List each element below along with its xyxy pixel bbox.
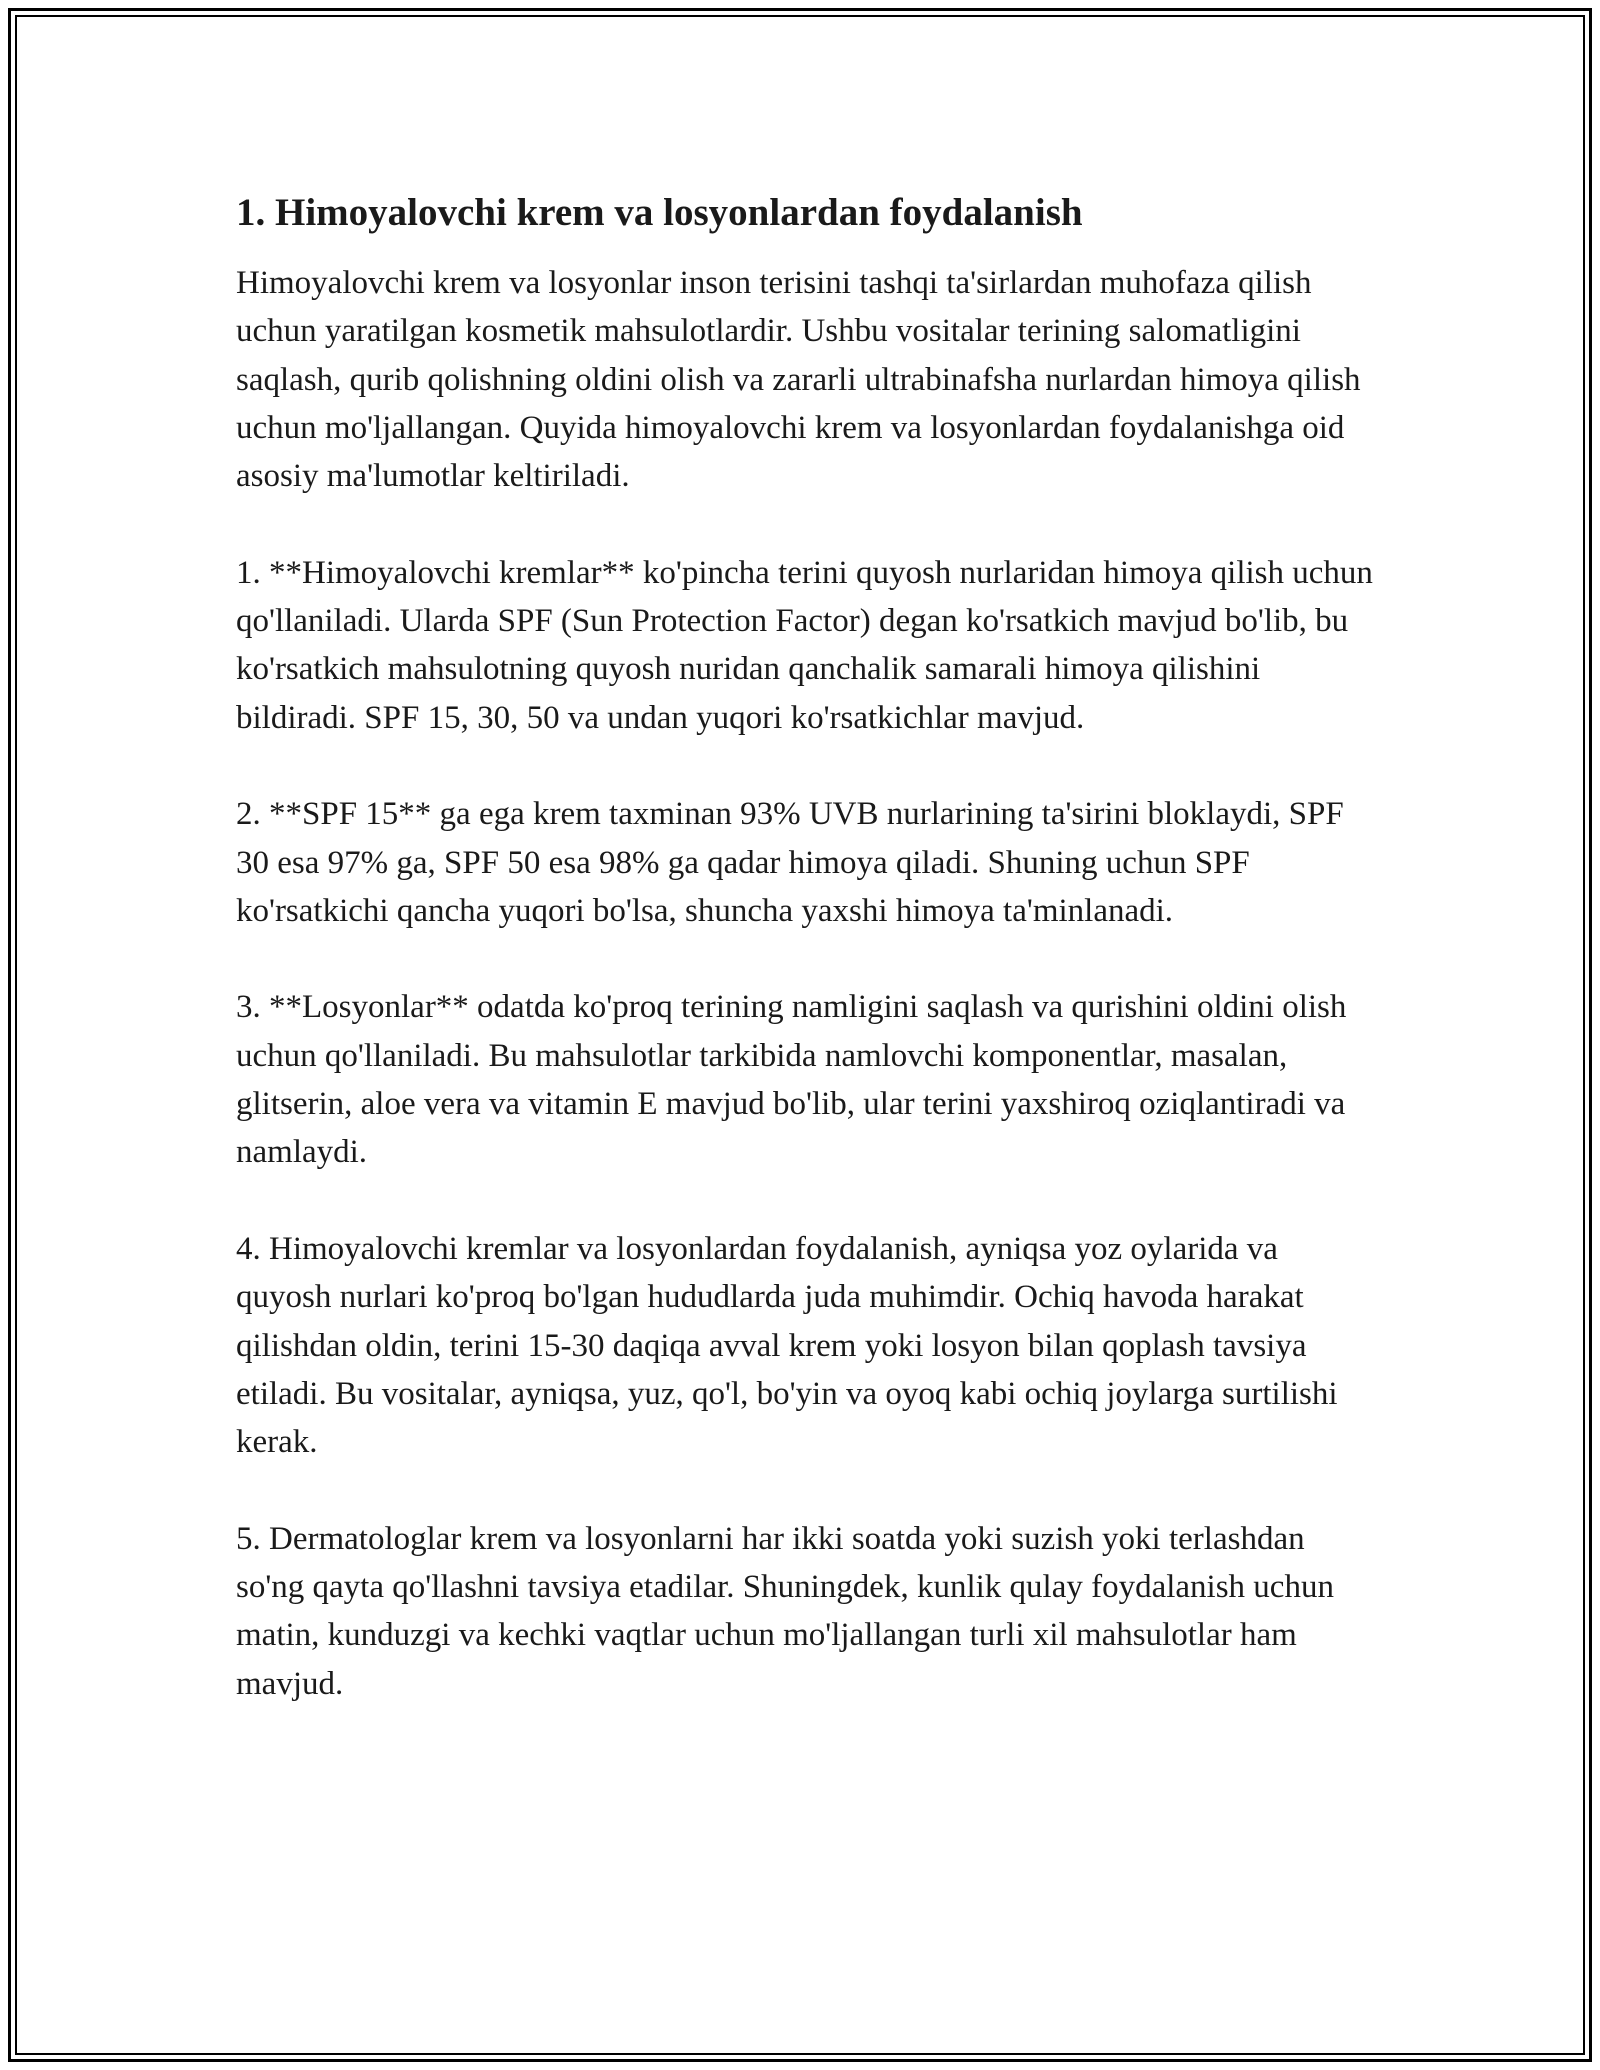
document-title: 1. Himoyalovchi krem va losyonlardan foydalanish (236, 191, 1083, 234)
paragraph-intro: Himoyalovchi krem va losyonlar inson terisini tashqi ta'sirlardan muhofaza qilish uchun yaratilgan kosmetik mahsulotlardir. Ushbu vositalar terining salomatligini saqlash, qurib qolishning oldini olish va zararli ultrabinafsha nurlardan himoya qilish uchun mo'ljallangan. Quyida himoyalovchi krem va losyonlardan foydalanishga oid asosiy ma'lumotlar keltiriladi. (236, 265, 1361, 495)
paragraph-4: 4. Himoyalovchi kremlar va losyonlardan foydalanish, ayniqsa yoz oylarida va quyosh nurlari ko'proq bo'lgan hududlarda juda muhimdir. Ochiq havoda harakat qilishdan oldin, terini 15-30 daqiqa avval krem yoki losyon bilan qoplash tavsiya etiladi. Bu vositalar, ayniqsa, yuz, qo'l, bo'yin va oyoq kabi ochiq joylarga surtilishi kerak. (236, 1230, 1338, 1461)
paragraph-2: 2. **SPF 15** ga ega krem taxminan 93% UVB nurlarining ta'sirini bloklaydi, SPF 30 esa 97% ga, SPF 50 esa 98% ga qadar himoya qiladi. Shuning uchun SPF ko'rsatkichi qancha yuqori bo'lsa, shuncha yaxshi himoya ta'minlanadi. (236, 796, 1344, 929)
paragraph-3: 3. **Losyonlar** odatda ko'proq terining namligini saqlash va qurishini oldini olish uchun qo'llaniladi. Bu mahsulotlar tarkibida namlovchi komponentlar, masalan, glitserin, aloe vera va vitamin E mavjud bo'lib, ular terini yaxshiroq oziqlantiradi va namlaydi. (236, 989, 1347, 1171)
document-body (236, 185, 1376, 1756)
paragraph-5: 5. Dermatologlar krem va losyonlarni har ikki soatda yoki suzish yoki terlashdan so'ng qayta qo'llashni tavsiya etadilar. Shuningdek, kunlik qulay foydalanish uchun matin, kunduzgi va kechki vaqtlar uchun mo'ljallangan turli xil mahsulotlar ham mavjud. (236, 1520, 1334, 1702)
paragraph-1: 1. **Himoyalovchi kremlar** ko'pincha terini quyosh nurlaridan himoya qilish uchun qo'llaniladi. Ularda SPF (Sun Protection Factor) degan ko'rsatkich mavjud bo'lib, bu ko'rsatkich mahsulotning quyosh nuridan qanchalik samarali himoya qilishini bildiradi. SPF 15, 30, 50 va undan yuqori ko'rsatkichlar mavjud. (236, 554, 1373, 736)
